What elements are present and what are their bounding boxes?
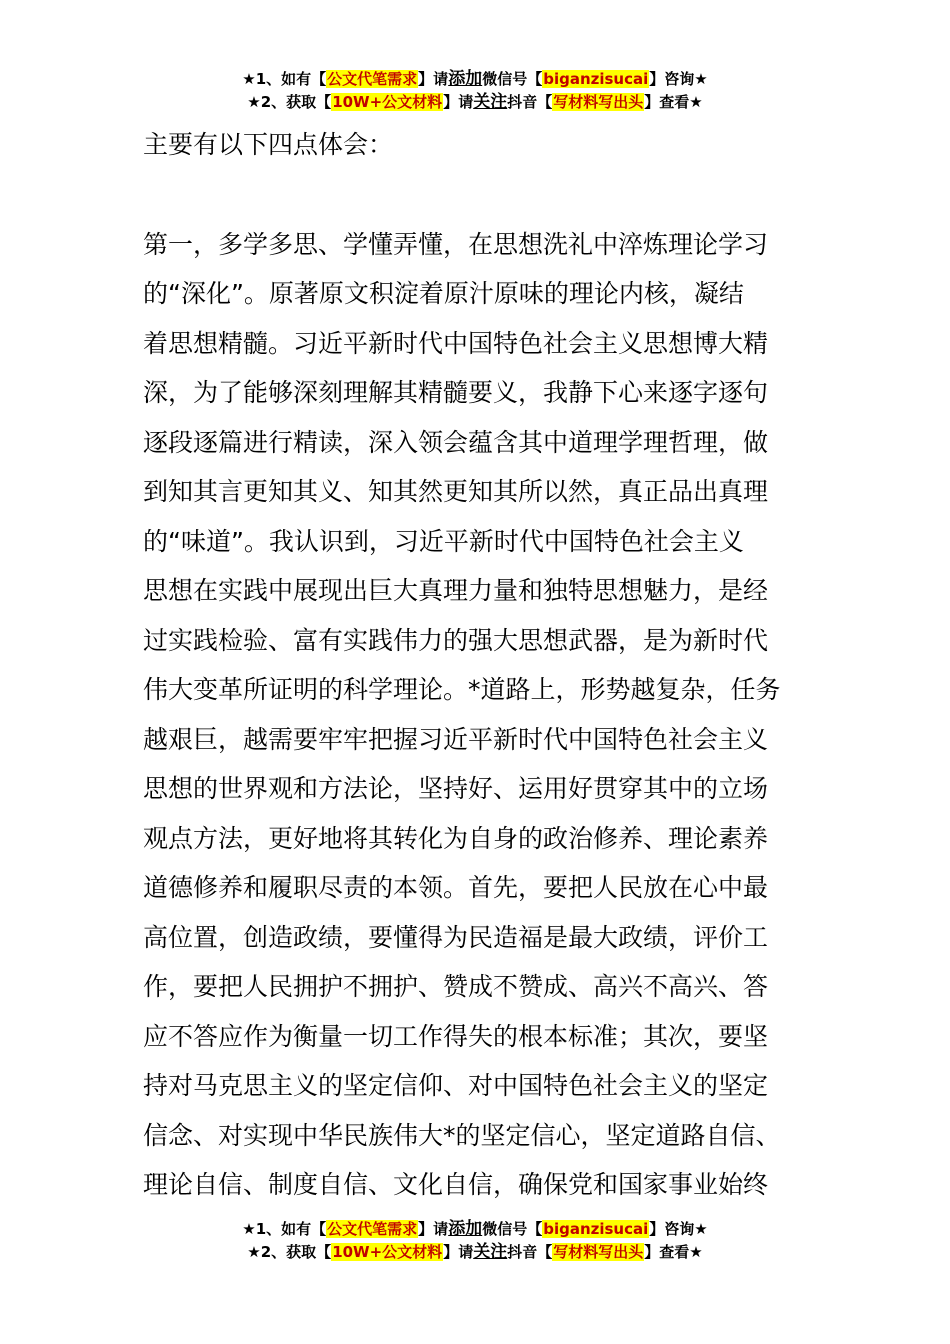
paragraph-spacer — [143, 170, 808, 220]
text-line: 过实践检验、富有实践伟力的强大思想武器，是为新时代 — [143, 625, 769, 655]
banner-text: 】请 — [418, 1220, 449, 1238]
banner-text: 抖音【 — [507, 93, 553, 111]
highlight-douyin-account: 写材料写出头 — [553, 1243, 644, 1261]
text-line: 道德修养和履职尽责的本领。首先，要把人民放在心中最 — [143, 873, 769, 902]
text-line: 的“味道”。我认识到，习近平新时代中国特色社会主义 — [143, 526, 744, 556]
highlight-service: 公文代笔需求 — [327, 1220, 418, 1238]
highlight-materials: 10W+公文材料 — [332, 1243, 443, 1261]
banner-text: 】咨询★ — [649, 70, 708, 88]
banner-text: 微信号【 — [482, 1220, 543, 1238]
text-line: 理论自信、制度自信、文化自信，确保党和国家事业始终 — [143, 1170, 769, 1199]
highlight-douyin-account: 写材料写出头 — [553, 93, 644, 111]
banner-line-2 — [0, 1241, 950, 1264]
text-line: 伟大变革所证明的科学理论。*道路上，形势越复杂，任务 — [143, 675, 781, 704]
intro-paragraph: 主要有以下四点体会： — [143, 130, 394, 159]
banner-text: 】请 — [418, 70, 449, 88]
banner-text: ★1、如有【 — [242, 70, 327, 88]
emphasis-text: 添加 — [448, 69, 483, 89]
emphasis-text: 添加 — [448, 1219, 483, 1239]
document-body — [143, 120, 808, 1210]
text-line: 第一，多学多思、学懂弄懂，在思想洗礼中淬炼理论学习 — [143, 229, 769, 259]
text-line: 观点方法，更好地将其转化为自身的政治修养、理论素养 — [143, 823, 769, 853]
banner-text: 】查看★ — [644, 1243, 703, 1261]
text-line: 高位置，创造政绩，要懂得为民造福是最大政绩，评价工 — [143, 922, 769, 952]
text-line: 作，要把人民拥护不拥护、赞成不赞成、高兴不高兴、答 — [143, 972, 769, 1001]
text-line: 思想在实践中展现出巨大真理力量和独特思想魅力，是经 — [143, 576, 769, 605]
banner-text: 】咨询★ — [649, 1220, 708, 1238]
highlight-wechat-id: biganzisucai — [543, 1220, 649, 1238]
text-line: 的“深化”。原著原文积淀着原汁原味的理论内核，凝结 — [143, 279, 744, 308]
text-line: 到知其言更知其义、知其然更知其所以然，真正品出真理 — [143, 477, 769, 506]
text-line: 深，为了能够深刻理解其精髓要义，我静下心来逐字逐句 — [143, 378, 769, 407]
footer-banner — [0, 1218, 950, 1264]
text-line: 信念、对实现中华民族伟大*的坚定信心，坚定道路自信、 — [143, 1120, 781, 1150]
text-line: 逐段逐篇进行精读，深入领会蕴含其中道理学理哲理，做 — [143, 427, 769, 457]
banner-line-1 — [0, 68, 950, 91]
text-line: 越艰巨，越需要牢牢把握习近平新时代中国特色社会主义 — [143, 724, 769, 754]
banner-text: 】请 — [443, 93, 474, 111]
banner-text: 微信号【 — [482, 70, 543, 88]
text-line: 应不答应作为衡量一切工作得失的根本标准；其次，要坚 — [143, 1021, 769, 1051]
text-line: 着思想精髓。习近平新时代中国特色社会主义思想博大精 — [143, 328, 769, 358]
banner-line-1 — [0, 1218, 950, 1241]
highlight-service: 公文代笔需求 — [327, 70, 418, 88]
text-line: 持对马克思主义的坚定信仰、对中国特色社会主义的坚定 — [143, 1071, 769, 1100]
banner-text: 】请 — [443, 1243, 474, 1261]
banner-text: ★1、如有【 — [242, 1220, 327, 1238]
highlight-materials: 10W+公文材料 — [332, 93, 443, 111]
header-banner — [0, 68, 950, 114]
main-paragraph — [143, 220, 808, 1210]
banner-line-2 — [0, 91, 950, 114]
emphasis-text: 关注 — [473, 92, 508, 112]
emphasis-text: 关注 — [473, 1242, 508, 1262]
banner-text: ★2、获取【 — [247, 1243, 332, 1261]
banner-text: 】查看★ — [644, 93, 703, 111]
highlight-wechat-id: biganzisucai — [543, 70, 649, 88]
text-line: 思想的世界观和方法论，坚持好、运用好贯穿其中的立场 — [143, 774, 769, 803]
banner-text: 抖音【 — [507, 1243, 553, 1261]
banner-text: ★2、获取【 — [247, 93, 332, 111]
